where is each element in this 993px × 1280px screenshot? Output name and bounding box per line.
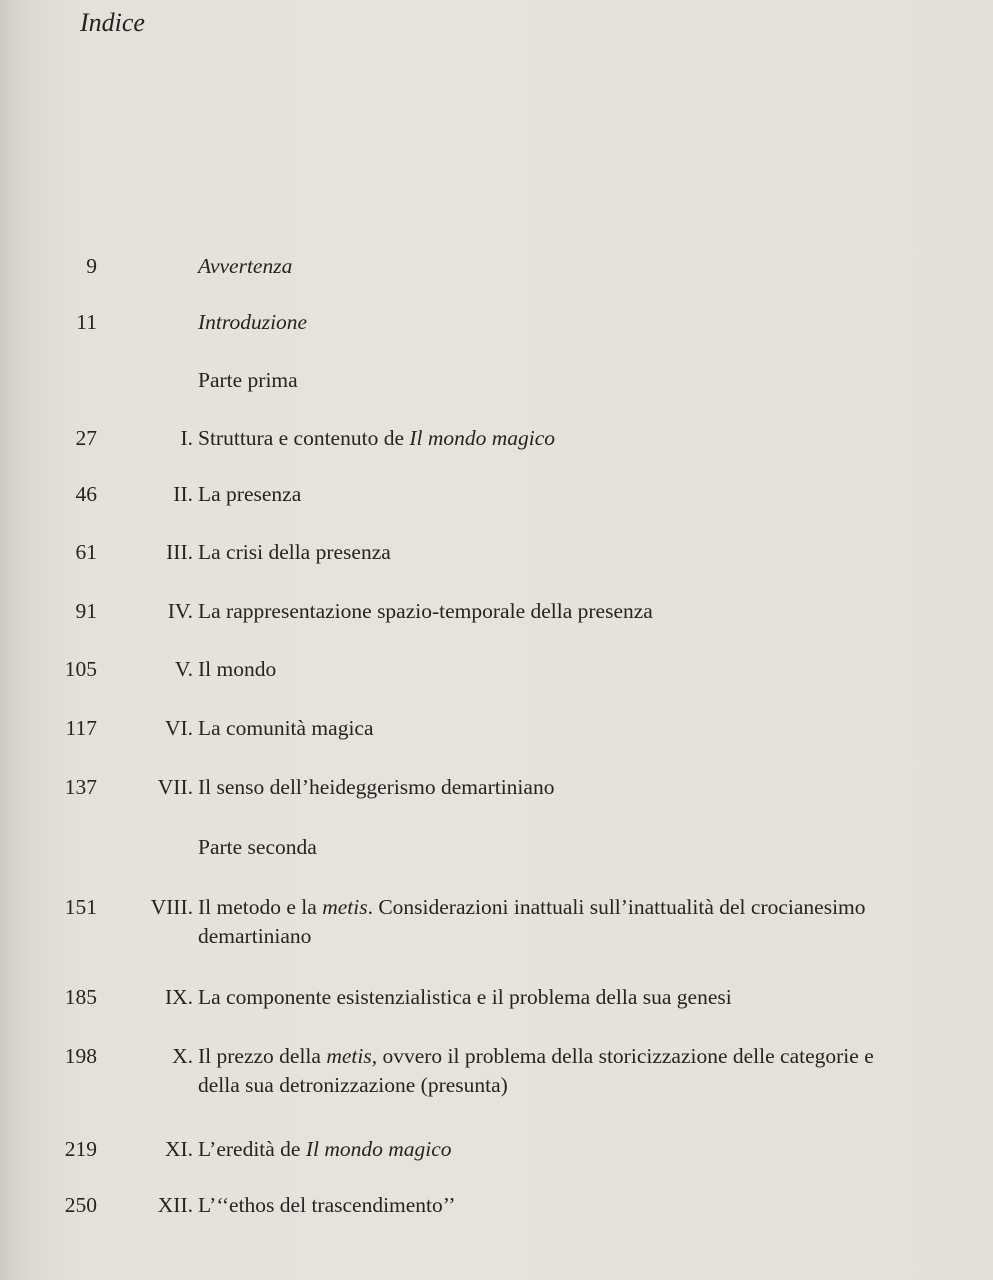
chapter-title: [198, 1135, 918, 1164]
title-segment: , ovvero il problema della storicizzazione delle categorie e della sua detronizzazione (presunta): [198, 1044, 874, 1097]
page-number: 151: [64, 895, 97, 919]
title-segment: L’eredità de: [198, 1137, 306, 1161]
chapter-title: [198, 424, 918, 453]
italic-title-segment: Avvertenza: [198, 254, 293, 278]
italic-title-segment: Il mondo magico: [305, 1137, 452, 1161]
page-number: 185: [64, 985, 97, 1009]
title-segment: Il metodo e la: [198, 895, 323, 919]
italic-title-segment: Il mondo magico: [409, 426, 556, 450]
chapter-number: I.: [180, 426, 193, 450]
chapter-number: VI.: [164, 716, 193, 740]
chapter-title: [198, 308, 918, 337]
chapter-title: [198, 1191, 918, 1220]
chapter-number: III.: [166, 540, 193, 564]
title-segment: . Considerazioni inattuali sull’inattualità del crocianesimo demartiniano: [198, 895, 866, 948]
title-segment: La rappresentazione spazio-temporale della presenza: [198, 599, 653, 623]
title-segment: La comunità magica: [198, 716, 374, 740]
page-title: Indice: [80, 8, 145, 37]
title-segment: La presenza: [198, 482, 302, 506]
page-number: 46: [75, 482, 97, 506]
page-number: 61: [75, 540, 97, 564]
chapter-number: XII.: [157, 1193, 193, 1217]
chapter-number: V.: [174, 657, 193, 681]
page-number: 9: [86, 254, 97, 278]
title-segment: Il mondo: [198, 657, 277, 681]
chapter-number: VIII.: [150, 895, 193, 919]
chapter-number: IV.: [167, 599, 193, 623]
part-heading-label: Parte prima: [198, 368, 298, 392]
chapter-title: [198, 480, 918, 509]
page-number: 117: [65, 716, 97, 740]
title-segment: Il prezzo della: [198, 1044, 327, 1068]
italic-title-segment: Introduzione: [198, 310, 308, 334]
chapter-title: [198, 252, 918, 281]
title-segment: Il senso dell’heideggerismo demartiniano: [198, 775, 555, 799]
chapter-number: X.: [172, 1044, 193, 1068]
page-number: 250: [64, 1193, 97, 1217]
chapter-number: VII.: [157, 775, 193, 799]
title-segment: Struttura e contenuto de: [198, 426, 410, 450]
part-heading-label: Parte seconda: [198, 835, 317, 859]
title-segment: La componente esistenzialistica e il problema della sua genesi: [198, 985, 732, 1009]
chapter-title: [198, 1042, 918, 1100]
page-number: 27: [75, 426, 97, 450]
chapter-number: XI.: [164, 1137, 193, 1161]
italic-title-segment: metis: [322, 895, 368, 919]
page-number: 219: [64, 1137, 97, 1161]
title-segment: L’‘‘ethos del trascendimento’’: [198, 1193, 456, 1217]
chapter-title: [198, 538, 918, 567]
page-number: 198: [64, 1044, 97, 1068]
title-segment: La crisi della presenza: [198, 540, 391, 564]
chapter-title: [198, 714, 918, 743]
chapter-title: [198, 983, 918, 1012]
italic-title-segment: metis: [326, 1044, 372, 1068]
page-number: 11: [76, 310, 97, 334]
page-number: 91: [75, 599, 97, 623]
chapter-title: [198, 773, 918, 802]
chapter-title: [198, 597, 918, 626]
chapter-title: [198, 893, 918, 951]
page-number: 137: [64, 775, 97, 799]
chapter-number: IX.: [164, 985, 193, 1009]
chapter-number: II.: [173, 482, 193, 506]
chapter-title: [198, 655, 918, 684]
page-number: 105: [64, 657, 97, 681]
